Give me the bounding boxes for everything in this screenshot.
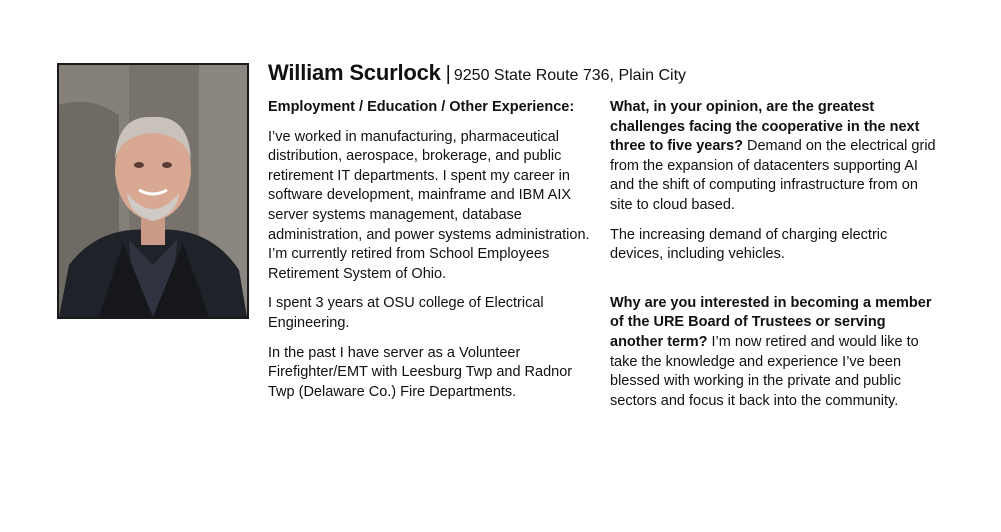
question-2: Why are you interested in becoming a member of the URE Board of Trustees or serving another term? [610, 294, 932, 350]
candidate-address: 9250 State Route 736, Plain City [453, 67, 687, 84]
experience-heading: Employment / Education / Other Experience: [268, 99, 575, 115]
education-paragraph: I spent 3 years at OSU college of Electrical Engineering. [268, 295, 544, 331]
candidate-header [268, 60, 686, 86]
candidate-name: William Scurlock [268, 60, 441, 85]
question-2-block [610, 294, 940, 412]
answer-1: Demand on the electrical grid from the expansion of datacenters supporting AI and the shift of computing infrastructure from on site to cloud based. [610, 138, 936, 213]
answer-2: I’m now retired and would like to take the knowledge and experience I’ve been blessed with working in the private and public sectors and focus it back into the community. [610, 333, 919, 409]
experience-column [268, 98, 598, 412]
experience-paragraph: I’ve worked in manufacturing, pharmaceutical distribution, aerospace, brokerage, and public retirement IT departments. I spent my career in software development, mainframe and IBM AIX server systems management, database administration, and power systems administration. I’m currently retired from School Employees Retirement System of Ohio. [268, 128, 590, 282]
spacer [610, 275, 940, 294]
answer-1-continued: The increasing demand of charging electric devices, including vehicles. [610, 226, 888, 263]
volunteer-paragraph: In the past I have server as a Volunteer Firefighter/EMT with Leesburg Twp and Radnor Twp (Delaware Co.) Fire Departments. [268, 344, 573, 400]
candidate-photo [57, 63, 249, 319]
question-1-block [610, 98, 940, 216]
question-1: What, in your opinion, are the greatest challenges facing the cooperative in the next three to five years? [610, 99, 920, 155]
questions-column [610, 98, 940, 421]
header-separator: | [445, 63, 451, 85]
